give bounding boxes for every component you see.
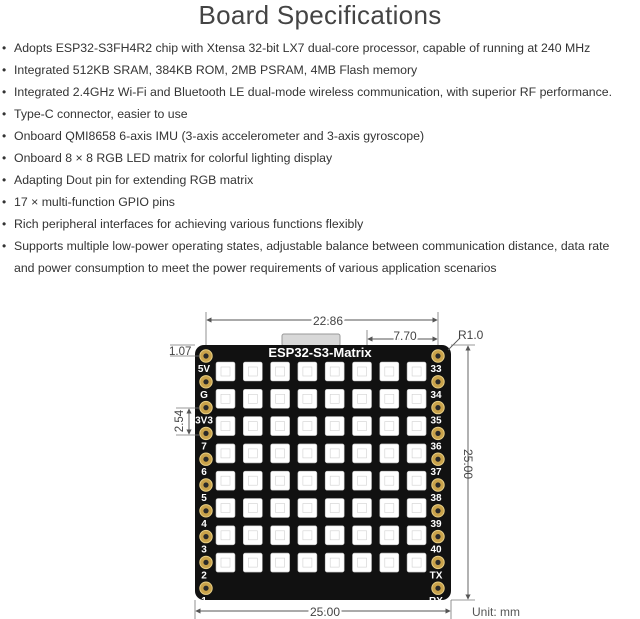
pin-hole: [435, 508, 440, 513]
dim-bottom-width: 25.00: [309, 605, 341, 619]
spec-text: Supports multiple low-power operating states, adjustable balance between communication distance, data rate: [14, 239, 610, 253]
bullet-icon: •: [2, 107, 7, 121]
led: [243, 553, 262, 572]
led: [271, 526, 290, 545]
led: [271, 553, 290, 572]
led: [407, 362, 426, 381]
led: [325, 553, 344, 572]
bullet-icon: •: [2, 173, 7, 187]
pin-hole: [435, 534, 440, 539]
dim-top-width: 22.86: [312, 314, 344, 328]
spec-text: Onboard 8 × 8 RGB LED matrix for colorful lighting display: [14, 151, 333, 165]
led: [243, 526, 262, 545]
pin-hole: [435, 482, 440, 487]
bullet-icon: •: [2, 239, 7, 253]
led: [298, 526, 317, 545]
bullet-icon: •: [2, 195, 7, 209]
led: [298, 417, 317, 436]
led: [271, 471, 290, 490]
led: [407, 526, 426, 545]
pin-label: RX: [429, 596, 443, 608]
pin-label: 39: [430, 518, 442, 530]
spec-text: Adopts ESP32-S3FH4R2 chip with Xtensa 32-bit LX7 dual-core processor, capable of running at 240 MHz: [14, 41, 591, 55]
pin-label: 38: [430, 493, 442, 504]
led: [216, 417, 235, 436]
led: [325, 362, 344, 381]
led: [216, 444, 235, 463]
led: [216, 526, 235, 545]
led: [353, 526, 372, 545]
led: [271, 499, 290, 518]
led: [325, 417, 344, 436]
led: [380, 553, 399, 572]
led: [353, 471, 372, 490]
spec-text: Type-C connector, easier to use: [14, 107, 188, 121]
led: [216, 499, 235, 518]
pin-label: 33: [430, 364, 442, 375]
dim-height: 25.00: [461, 448, 475, 480]
dim-pin-pitch: 2.54: [174, 409, 186, 433]
led: [298, 362, 317, 381]
led: [353, 362, 372, 381]
spec-text: and power consumption to meet the power requirements of various application scenarios: [14, 261, 497, 275]
dim-top-right: 7.70: [393, 329, 417, 343]
pin-label: G: [200, 389, 208, 401]
pin-label: 35: [430, 415, 442, 427]
led: [380, 362, 399, 381]
pin-hole: [203, 353, 208, 358]
led: [298, 389, 317, 408]
bullet-icon: •: [2, 151, 7, 165]
led: [353, 444, 372, 463]
pin-label: 7: [201, 441, 207, 453]
led: [407, 553, 426, 572]
unit-label: Unit: mm: [472, 605, 520, 619]
led: [271, 389, 290, 408]
led: [380, 389, 399, 408]
led: [325, 389, 344, 408]
led: [380, 471, 399, 490]
led: [298, 471, 317, 490]
page-title: Board Specifications: [198, 0, 442, 30]
led: [298, 553, 317, 572]
bullet-icon: •: [2, 63, 7, 77]
led: [243, 499, 262, 518]
pin-hole: [435, 379, 440, 384]
led: [353, 553, 372, 572]
pin-hole: [203, 560, 208, 565]
led: [216, 389, 235, 408]
pin-hole: [203, 379, 208, 384]
spec-text: 17 × multi-function GPIO pins: [14, 195, 175, 209]
pin-hole: [435, 560, 440, 565]
led: [243, 362, 262, 381]
pin-label: TX: [429, 570, 443, 582]
led: [353, 389, 372, 408]
led: [380, 499, 399, 518]
led: [380, 417, 399, 436]
led: [243, 417, 262, 436]
led: [325, 444, 344, 463]
pin-hole: [203, 405, 208, 410]
led: [407, 417, 426, 436]
led: [216, 362, 235, 381]
led: [407, 389, 426, 408]
led: [325, 471, 344, 490]
pin-label: 37: [430, 467, 442, 479]
bullet-icon: •: [2, 217, 7, 231]
pin-hole: [435, 586, 440, 591]
board-name: ESP32-S3-Matrix: [268, 345, 372, 360]
led: [271, 444, 290, 463]
led: [298, 444, 317, 463]
bullet-icon: •: [2, 85, 7, 99]
pin-label: 3V3: [195, 415, 213, 427]
pin-hole: [203, 534, 208, 539]
led: [325, 526, 344, 545]
led: [216, 471, 235, 490]
pin-hole: [435, 405, 440, 410]
led: [298, 499, 317, 518]
led: [380, 526, 399, 545]
pin-hole: [435, 431, 440, 436]
pin-label: 6: [201, 467, 207, 479]
pin-label: 1: [201, 596, 207, 608]
pin-hole: [203, 508, 208, 513]
led: [325, 499, 344, 518]
led: [353, 499, 372, 518]
led: [407, 444, 426, 463]
led: [216, 553, 235, 572]
spec-text: Adapting Dout pin for extending RGB matrix: [14, 173, 254, 187]
pin-label: 2: [201, 570, 207, 582]
pin-label: 5: [201, 493, 207, 504]
pin-hole: [203, 431, 208, 436]
pin-label: 5V: [197, 364, 211, 375]
led: [271, 362, 290, 381]
spec-text: Onboard QMI8658 6-axis IMU (3-axis accelerometer and 3-axis gyroscope): [14, 129, 425, 143]
pin-label: 36: [430, 441, 442, 453]
spec-text: Integrated 2.4GHz Wi-Fi and Bluetooth LE dual-mode wireless communication, with superior RF performance.: [14, 85, 613, 99]
pin-label: 3: [201, 544, 207, 556]
spec-text: Integrated 512KB SRAM, 384KB ROM, 2MB PSRAM, 4MB Flash memory: [14, 63, 418, 77]
led: [243, 389, 262, 408]
led: [243, 444, 262, 463]
led: [380, 444, 399, 463]
pin-hole: [435, 457, 440, 462]
dim-corner-radius: R1.0: [458, 328, 484, 342]
pin-hole: [203, 482, 208, 487]
pin-label: 4: [201, 518, 207, 530]
led: [353, 417, 372, 436]
led: [271, 417, 290, 436]
pin-hole: [203, 457, 208, 462]
bullet-icon: •: [2, 41, 7, 55]
pin-label: 40: [430, 544, 442, 556]
pin-hole: [203, 586, 208, 591]
dim-top-left-offset: 1.07: [169, 346, 192, 358]
pin-label: 34: [430, 389, 442, 401]
pin-hole: [435, 353, 440, 358]
led: [407, 471, 426, 490]
led: [243, 471, 262, 490]
spec-text: Rich peripheral interfaces for achieving various functions flexibly: [14, 217, 364, 231]
bullet-icon: •: [2, 129, 7, 143]
led: [407, 499, 426, 518]
